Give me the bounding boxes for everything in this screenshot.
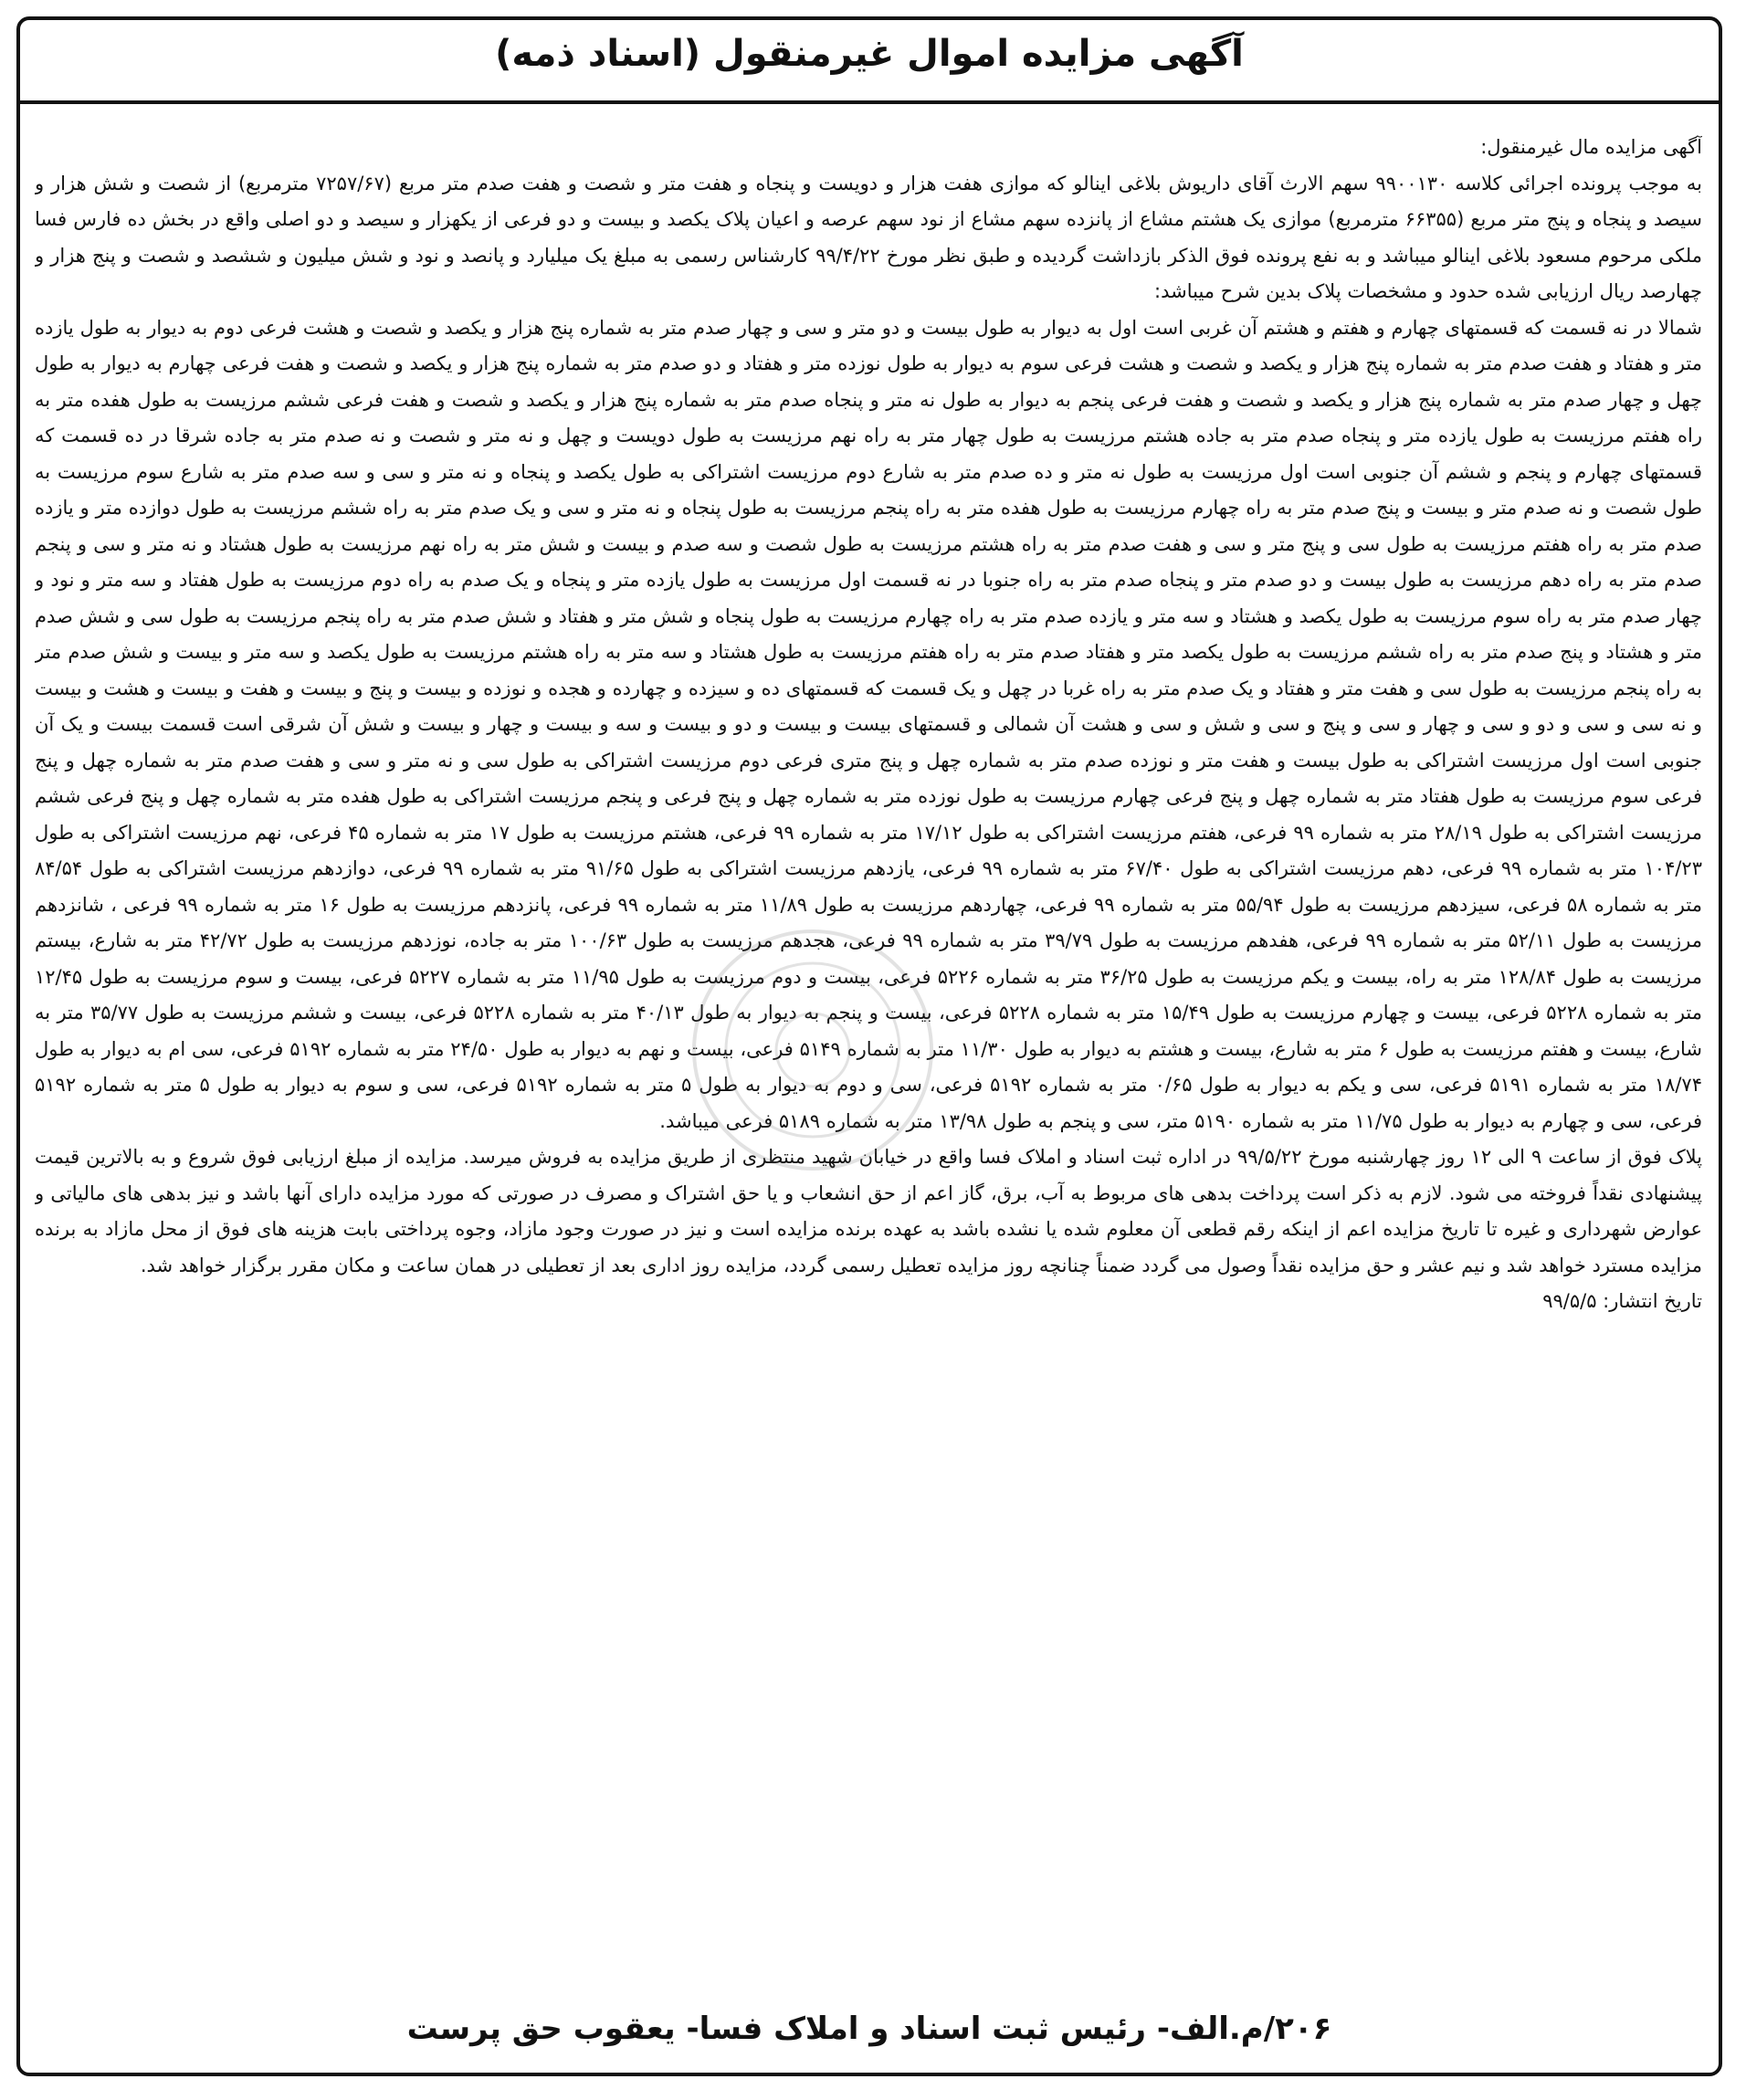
title-divider [20, 100, 1719, 104]
paragraph-boundaries: شمالا در نه قسمت که قسمتهای چهارم و هفتم و هشتم آن غربی است اول به دیوار به طول بیست و دو متر و سی و چهار صدم متر به شماره پنج هزار و یکصد و شصت و هشت فرعی دوم به دیوار به طول یازده متر و هفتاد و هفت صدم متر به شماره پنج هزار و یکصد و شصت و هشت فرعی سوم به دیوار به طول نوزده متر و هفتاد و دو صدم متر به شماره پنج هزار و یکصد و شصت و هفت فرعی چهارم به دیوار به طول چهل و چهار صدم متر به شماره پنج هزار و یکصد و شصت و هفت فرعی پنجم به دیوار به طول نه متر و پنجاه صدم متر به شماره پنج هزار و یکصد و شصت و هفت فرعی ششم مرزیست به طول هفده متر به راه هفتم مرزیست به طول یازده متر و پنجاه صدم متر به جاده هشتم مرزیست به طول چهار متر به راه نهم مرزیست به طول دویست و چهل و نه متر و شصت و نه صدم متر به جاده شرقا در ده قسمت که قسمتهای چهارم و پنجم و ششم آن جنوبی است اول مرزیست به طول نه متر و ده صدم متر به شارع دوم مرزیست اشتراکی به طول یکصد و پنجاه و نه متر و سی و سه صدم متر به شارع سوم مرزیست به طول شصت و نه صدم متر و بیست و پنج صدم متر به راه چهارم مرزیست به طول هفده متر به راه پنجم مرزیست به طول پنجاه و نه متر و سی و یک صدم متر به راه ششم مرزیست به طول دوازده متر و یازده صدم متر به راه هفتم مرزیست به طول سی و پنج متر و سی و هفت صدم متر به راه هشتم مرزیست به طول شصت و سه صدم و بیست و شش متر به راه نهم مرزیست به طول هشتاد و نه متر و سی و پنجم صدم متر به راه دهم مرزیست به طول بیست و دو صدم متر و پنجاه صدم متر به راه جنوبا در نه قسمت اول مرزیست به طول یازده متر و پنجاه و یک صدم به راه دوم مرزیست به طول هفتاد و سه متر و نود و چهار صدم متر به راه سوم مرزیست به طول یکصد و هشتاد و سه متر و یازده صدم متر به راه چهارم مرزیست به طول پنجاه و شش متر و هفتاد و شش صدم متر به راه پنجم مرزیست به طول سی و شش صدم متر و هشتاد و پنج صدم متر به راه ششم مرزیست به طول یکصد متر و هفتاد صدم متر به راه هفتم مرزیست به طول هشتاد و سه متر به راه هشتم مرزیست به طول یکصد و سه متر و بیست و شش صدم متر به راه پنجم مرزیست به طول سی و هفت متر و هفتاد و یک صدم متر به راه غربا در چهل و یک قسمت که قسمتهای ده و سیزده و چهارده و هجده و نوزده و بیست و پنج و بیست و هفت و بیست و هشت و بیست و نه سی و سی و دو و سی و چهار و سی و پنج و سی و شش و سی و هشت آن شمالی و قسمتهای بیست و بیست و دو و بیست و سه و بیست و چهار و بیست و شش آن شرقی است قسمت بیست و یک آن جنوبی است اول مرزیست اشتراکی به طول بیست و هفت متر و نوزده صدم متر به شماره چهل و پنج متری فرعی دوم مرزیست اشتراکی به طول سی و نه متر و سی و هفت صدم متر به شماره چهل و پنج فرعی سوم مرزیست به طول هفتاد متر به شماره چهل و پنج فرعی چهارم مرزیست به طول نوزده متر به شماره چهل و پنج فرعی و پنجم مرزیست اشتراکی به طول هفده متر به شماره چهل و پنج فرعی ششم مرزیست اشتراکی به طول ۲۸/۱۹ متر به شماره ۹۹ فرعی، هفتم مرزیست اشتراکی به طول ۱۷/۱۲ متر به شماره ۹۹ فرعی، هشتم مرزیست به طول ۱۷ متر به شماره ۴۵ فرعی، نهم مرزیست اشتراکی به طول ۱۰۴/۲۳ متر به شماره ۹۹ فرعی، دهم مرزیست اشتراکی به طول ۶۷/۴۰ متر به شماره ۹۹ فرعی، یازدهم مرزیست اشتراکی به طول ۹۱/۶۵ متر به شماره ۹۹ فرعی، دوازدهم مرزیست اشتراکی به طول ۸۴/۵۴ متر به شماره ۵۸ فرعی، سیزدهم مرزیست به طول ۵۵/۹۴ متر به شماره ۹۹ فرعی، چهاردهم مرزیست به طول ۱۱/۸۹ متر به شماره ۹۹ فرعی، پانزدهم مرزیست به طول ۱۶ متر به شماره ۹۹ فرعی ، شانزدهم مرزیست به طول ۵۲/۱۱ متر به شماره ۹۹ فرعی، هفدهم مرزیست به طول ۳۹/۷۹ متر به شماره ۹۹ فرعی، هجدهم مرزیست به طول ۱۰۰/۶۳ متر به جاده، نوزدهم مرزیست به طول ۴۲/۷۲ متر به شارع، بیستم مرزیست به طول ۱۲۸/۸۴ متر به راه، بیست و یکم مرزیست به طول ۳۶/۲۵ متر به شماره ۵۲۲۶ فرعی، بیست و دوم مرزیست به طول ۱۱/۹۵ متر به شماره ۵۲۲۷ فرعی، بیست و سوم مرزیست به طول ۱۲/۴۵ متر به شماره ۵۲۲۸ فرعی، بیست و چهارم مرزیست به طول ۱۵/۴۹ متر به شماره ۵۲۲۸ فرعی، بیست و پنجم به دیوار به طول ۴۰/۱۳ متر به شماره ۵۲۲۸ فرعی، بیست و ششم مرزیست به طول ۳۵/۷۷ متر به شارع، بیست و هفتم مرزیست به طول ۶ متر به شارع، بیست و هشتم به دیوار به طول ۱۱/۳۰ متر به شماره ۵۱۴۹ فرعی، بیست و نهم به دیوار به طول ۲۴/۵۰ متر به شماره ۵۱۹۲ فرعی، سی ام به دیوار به طول ۱۸/۷۴ متر به شماره ۵۱۹۱ فرعی، سی و یکم به دیوار به طول ۰/۶۵ متر به شماره ۵۱۹۲ فرعی، سی و دوم به دیوار به طول ۵ متر به شماره ۵۱۹۲ فرعی، سی و سوم به دیوار به طول ۵ متر به شماره ۵۱۹۲ فرعی، سی و چهارم به دیوار به طول ۱۱/۷۵ متر به شماره ۵۱۹۰ متر، سی و پنجم به طول ۱۳/۹۸ متر به شماره ۵۱۸۹ فرعی میباشد. [35, 316, 1702, 1132]
notice-frame [16, 16, 1722, 2076]
notice-footer-signature: ۲۰۶/م.الف- رئیس ثبت اسناد و املاک فسا- یعقوب حق پرست [406, 2011, 1332, 2047]
notice-title: آگهی مزایده اموال غیرمنقول (اسناد ذمه) [495, 33, 1244, 75]
publish-date: تاریخ انتشار: ۹۹/۵/۵ [1542, 1290, 1702, 1312]
paragraph-auction-terms: پلاک فوق از ساعت ۹ الی ۱۲ روز چهارشنبه مورخ ۹۹/۵/۲۲ در اداره ثبت اسناد و املاک فسا واقع در خیابان شهید منتظری از طریق مزایده به فروش میرسد. مزایده از مبلغ ارزیابی فوق شروع و به بالاترین قیمت پیشنهادی نقداً فروخته می شود. لازم به ذکر است پرداخت بدهی های مربوط به آب، برق، گاز اعم از حق انشعاب و یا حق اشتراک و مصرف در صورتی که مورد مزایده دارای آنها باشد و نیز بدهی های مالیاتی و عوارض شهرداری و غیره تا تاریخ مزایده اعم از اینکه رقم قطعی آن معلوم شده یا نشده باشد به عهده برنده مزایده است و نیز در صورت وجود مازاد، وجوه پرداختی بابت هزینه های فوق از محل مازاد به برنده مزایده مسترد خواهد شد و نیم عشر و حق مزایده نقداً وصول می گردد ضمناً چنانچه روز مزایده تعطیل رسمی گردد، مزایده روز اداری بعد از تعطیلی در همان ساعت و مکان مقرر برگزار خواهد شد. [35, 1146, 1702, 1276]
intro-heading: آگهی مزایده مال غیرمنقول: [1480, 136, 1702, 158]
notice-body [35, 130, 1702, 1937]
paragraph-seizure: به موجب پرونده اجرائی کلاسه ۹۹۰۰۱۳۰ سهم الارث آقای داریوش بلاغی اینالو که موازی هفت هزار و دویست و پنجاه و هفت متر و شصت و هفت صدم متر مربع (۷۲۵۷/۶۷ مترمربع) از شصت و شش هزار و سیصد و پنجاه و پنج متر مربع (۶۶۳۵۵ مترمربع) موازی یک هشتم مشاع از پانزده سهم مشاع از نود سهم عرصه و اعیان پلاک یکصد و بیست و دو فرعی از یکهزار و سیصد و دو اصلی واقع در بخش ده فارس فسا ملکی مرحوم مسعود بلاغی اینالو میباشد و به نفع پرونده فوق الذکر بازداشت گردیده و طبق نظر مورخ ۹۹/۴/۲۲ کارشناس رسمی به مبلغ یک میلیارد و پانصد و نود و شش میلیون و ششصد و شصت و پنج هزار و چهارصد ریال ارزیابی شده حدود و مشخصات پلاک بدین شرح میباشد: [35, 172, 1702, 302]
